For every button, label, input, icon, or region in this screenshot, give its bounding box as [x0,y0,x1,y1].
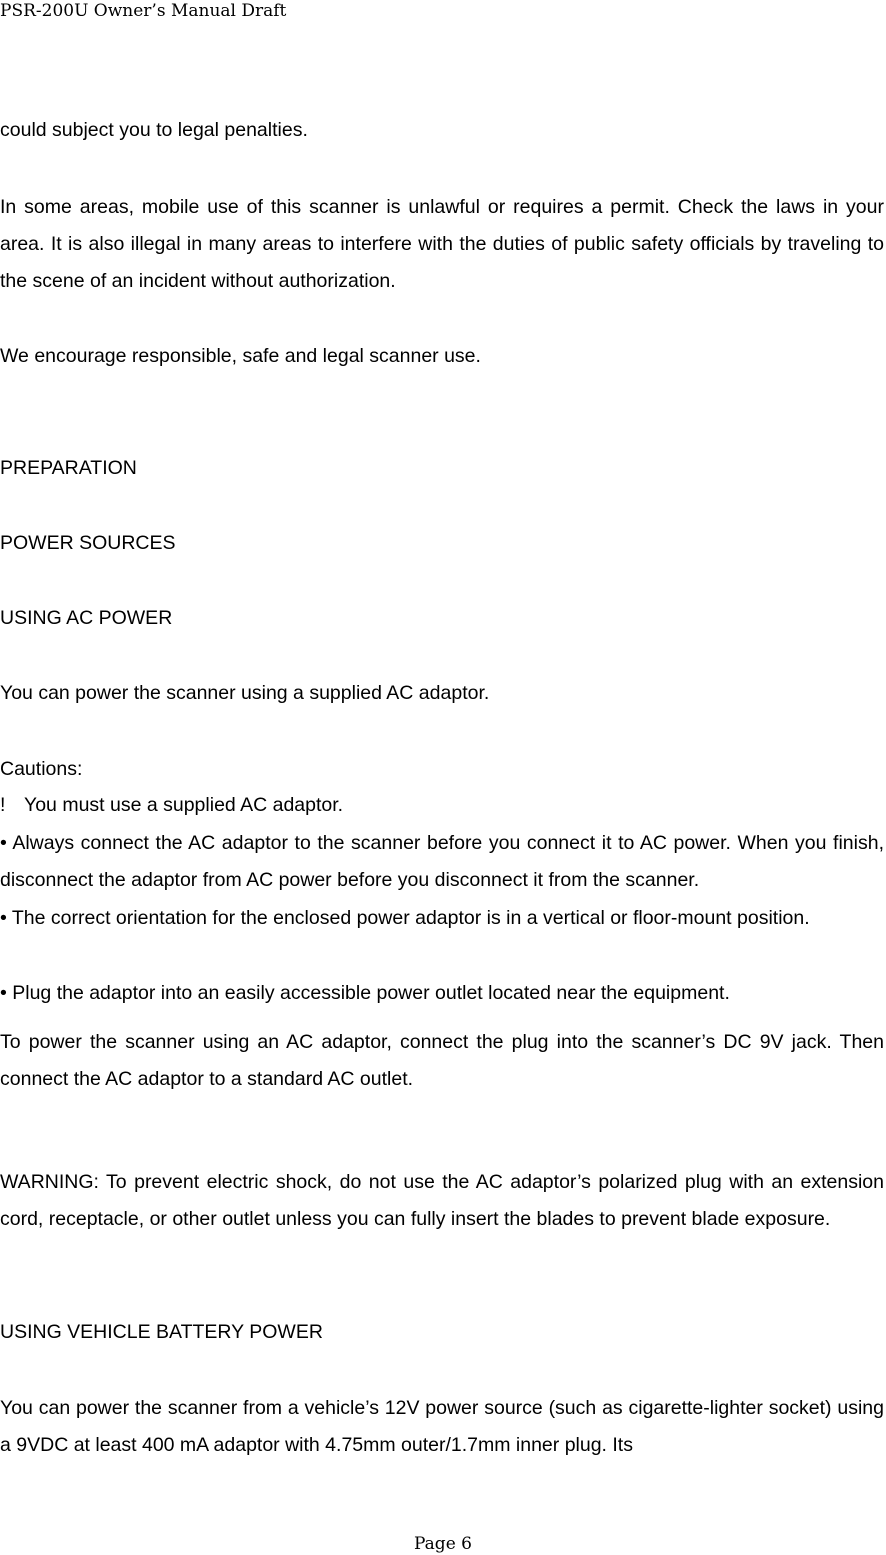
paragraph-ac-adaptor: You can power the scanner using a supplied AC adaptor. [0,682,490,704]
heading-preparation: PREPARATION [0,457,137,479]
caution-item-1 [0,787,884,824]
caution-text-1: You must use a supplied AC adaptor. [24,794,344,816]
page-number: Page 6 [414,1534,472,1554]
caution-item-4: • Plug the adaptor into an easily accessible power outlet located near the equipment. [0,982,730,1004]
paragraph-warning: WARNING: To prevent electric shock, do not use the AC adaptor’s polarized plug with an extension cord, receptacle, or other outlet unless you can fully insert the blades to prevent blade exposure. [0,1171,884,1230]
paragraph-dc-jack: To power the scanner using an AC adaptor, connect the plug into the scanner’s DC 9V jack. Then connect the AC adaptor to a standard AC outlet. [0,1031,884,1090]
paragraph-responsible-use: We encourage responsible, safe and legal scanner use. [0,345,481,367]
caution-bang: ! [0,794,6,816]
caution-item-3: • The correct orientation for the enclosed power adaptor is in a vertical or floor-mount position. [0,907,810,929]
heading-power-sources: POWER SOURCES [0,532,176,554]
paragraph-legal-penalties: could subject you to legal penalties. [0,119,308,141]
heading-using-ac-power: USING AC POWER [0,607,173,629]
document-header: PSR-200U Owner’s Manual Draft [0,1,287,21]
heading-vehicle-battery: USING VEHICLE BATTERY POWER [0,1321,323,1343]
cautions-label: Cautions: [0,758,83,780]
paragraph-vehicle-power: You can power the scanner from a vehicle’s 12V power source (such as cigarette-lighter socket) using a 9VDC at least 400 mA adaptor with 4.75mm outer/1.7mm inner plug. Its [0,1397,884,1456]
caution-item-2: • Always connect the AC adaptor to the scanner before you connect it to AC power. When you finish, disconnect the adaptor from AC power before you disconnect it from the scanner. [0,832,884,891]
paragraph-mobile-use: In some areas, mobile use of this scanner is unlawful or requires a permit. Check the laws in your area. It is also illegal in many areas to interfere with the duties of public safety officials by traveling to the scene of an incident without authorization. [0,196,884,292]
